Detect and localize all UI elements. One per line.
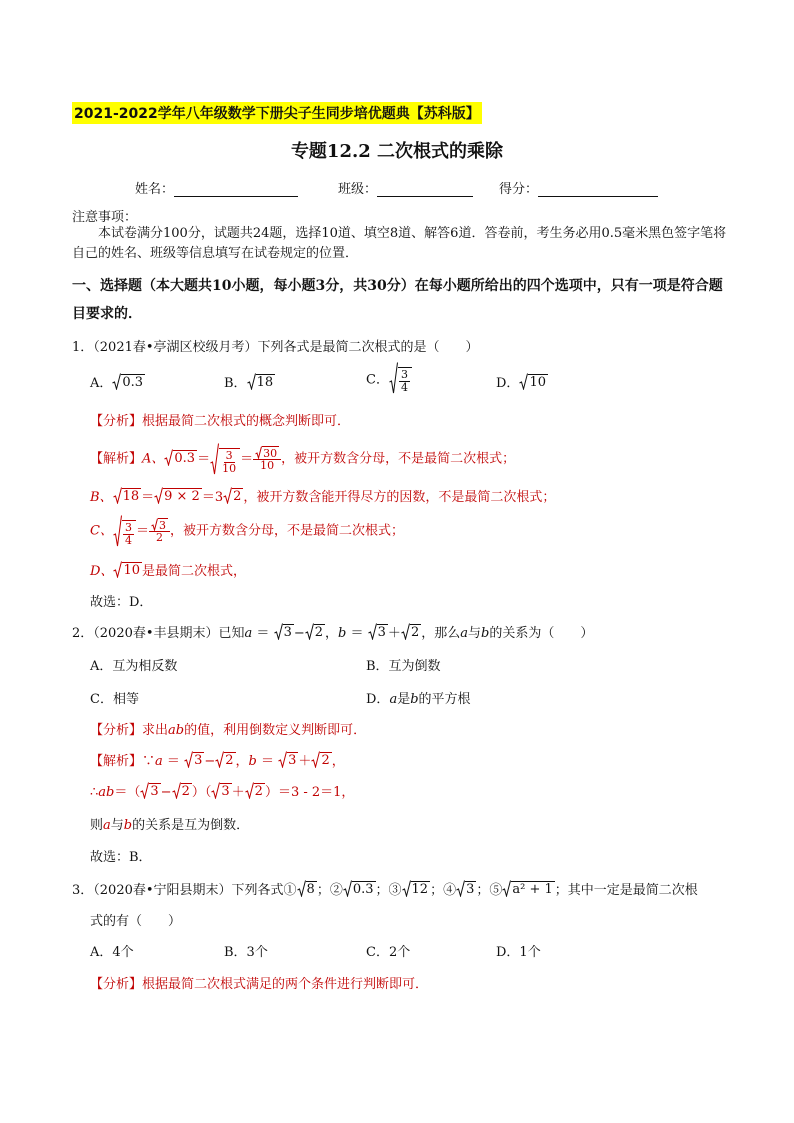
class-blank [377, 182, 473, 197]
sqrt: 10 [519, 373, 548, 390]
q3-option-b: B．3个 [224, 945, 268, 960]
notice-body: 本试卷满分100分，试题共24题，选择10道、填空8道、解答6道．答卷前，考生务必用0.5毫米黑色签字笔将自己的姓名、班级等信息填写在试卷规定的位置． [72, 226, 727, 261]
analysis-tag: 【分析】 [90, 977, 143, 992]
q3-analysis: 【分析】根据最简二次根式满足的两个条件进行判断即可． [90, 977, 429, 992]
page-title: 专题12.2 二次根式的乘除 [290, 141, 504, 162]
class-label: 班级： [338, 182, 378, 197]
score-field [499, 178, 658, 197]
q3-option-c: C．2个 [366, 945, 411, 960]
q1-answer: 故选：D． [90, 595, 153, 610]
name-label: 姓名： [135, 182, 175, 197]
analysis-tag: 【分析】 [90, 414, 143, 429]
q3-option-d: D．1个 [496, 945, 541, 960]
class-field [338, 178, 473, 197]
question-3-stem: 3．（2020春•宁阳县期末）下列各式① 8 ；② 0.3 ；③ 12 ；④ 3 ；⑤ a² + 1 ；其中一定是最简二次根 [72, 882, 698, 898]
q1-option-b: B． 18 [224, 375, 274, 391]
q1-solution-c: C、 $\frac{3}{4}$ ＝ $\frac{3}{2}$ ，被开方数含分母，不是最简二次根式； [90, 515, 404, 547]
score-label: 得分： [499, 182, 539, 197]
q3-option-a: A．4个 [90, 945, 134, 960]
question-3-stem-line2: 式的有（ ） [90, 914, 182, 929]
q1-solution-d: D、 10 是最简二次根式， [90, 563, 246, 579]
notice-heading: 注意事项： [72, 210, 138, 225]
score-blank [538, 182, 658, 197]
q1-option-d: D． 10 [496, 375, 546, 391]
question-1-stem: 1．（2021春•亭湖区校级月考）下列各式是最简二次根式的是（ ） [72, 340, 479, 355]
q2-solution-calc: ∴ab＝（ 3 − 2 ）（ 3 ＋ 2 ）＝3 - 2＝1， [90, 784, 355, 800]
q2-answer: 故选：B． [90, 850, 152, 865]
q2-option-a: A．互为相反数 [90, 659, 178, 674]
q2-analysis: 【分析】求出ab的值，利用倒数定义判断即可． [90, 723, 367, 738]
q1-analysis: 【分析】根据最简二次根式的概念判断即可． [90, 414, 351, 429]
question-2-stem: 2．（2020春•丰县期末）已知a ＝ 3 − 2 ，b ＝ 3 ＋ 2 ，那么a与b的关系为（ ） [72, 625, 594, 641]
name-blank [174, 182, 298, 197]
name-field [135, 178, 298, 197]
sqrt: 0.3 [112, 373, 145, 390]
q1-option-c: C． $\frac{3}{4}$ [366, 362, 412, 394]
analysis-tag: 【分析】 [90, 723, 143, 738]
q2-option-d: D．a是b的平方根 [366, 692, 471, 707]
q1-solution-b: B、 18 ＝ 9 × 2 ＝3 2 ，被开方数含能开得尽方的因数，不是最简二次根式； [90, 489, 556, 505]
banner-title: 2021-2022学年八年级数学下册尖子生同步培优题典【苏科版】 [72, 102, 482, 124]
q2-option-b: B．互为倒数 [366, 659, 441, 674]
q2-relation: 则a与b的关系是互为倒数． [90, 818, 250, 833]
q2-option-c: C．相等 [90, 692, 139, 707]
section-heading: 一、选择题（本大题共10小题，每小题3分，共30分）在每小题所给出的四个选项中，只有一项是符合题目要求的． [72, 278, 723, 322]
sqrt: 18 [247, 373, 276, 390]
q1-solution-a: 【解析】A、 0.3 ＝ $\frac{3}{10}$ ＝ $\frac{30}{10}$ ，被开方数含分母，不是最简二次根式； [90, 443, 515, 475]
q1-option-a: A． 0.3 [90, 375, 144, 391]
q2-solution-given: 【解析】∵a ＝ 3 − 2 ，b ＝ 3 ＋ 2 ， [90, 753, 345, 769]
sqrt-fraction: $\frac{3}{4}$ [389, 362, 412, 394]
